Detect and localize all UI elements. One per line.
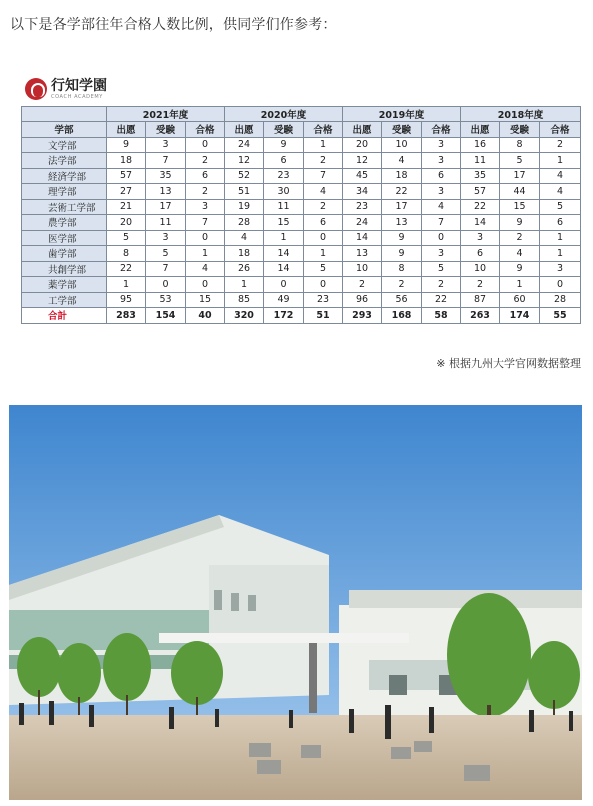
table-cell: 15	[264, 215, 304, 231]
table-cell: 56	[382, 292, 422, 308]
dept-name: 文学部	[22, 137, 107, 153]
table-cell: 4	[304, 184, 343, 200]
table-cell: 4	[225, 230, 264, 246]
table-cell: 1	[225, 277, 264, 293]
table-cell: 7	[422, 215, 461, 231]
table-cell: 11	[264, 199, 304, 215]
table-cell: 1	[540, 246, 581, 262]
table-cell: 2	[304, 199, 343, 215]
table-cell: 6	[264, 153, 304, 169]
sub-header: 合格	[186, 122, 225, 138]
table-cell: 23	[304, 292, 343, 308]
campus-photo	[9, 405, 582, 800]
table-cell: 9	[264, 137, 304, 153]
table-cell: 293	[343, 308, 382, 324]
table-cell: 19	[225, 199, 264, 215]
table-cell: 17	[500, 168, 540, 184]
table-cell: 5	[304, 261, 343, 277]
table-cell: 96	[343, 292, 382, 308]
dept-name: 芸術工学部	[22, 199, 107, 215]
table-cell: 22	[422, 292, 461, 308]
table-cell: 7	[186, 215, 225, 231]
table-cell: 3	[422, 137, 461, 153]
table-cell: 55	[540, 308, 581, 324]
year-header: 2019年度	[343, 107, 461, 122]
dept-name: 法学部	[22, 153, 107, 169]
table-cell: 2	[186, 184, 225, 200]
table-cell: 6	[422, 168, 461, 184]
logo	[25, 78, 107, 100]
table-cell: 174	[500, 308, 540, 324]
table-cell: 57	[107, 168, 146, 184]
table-cell: 3	[186, 199, 225, 215]
table-cell: 18	[225, 246, 264, 262]
table-cell: 5	[540, 199, 581, 215]
table-cell: 52	[225, 168, 264, 184]
year-header-row	[22, 107, 581, 122]
table-cell: 49	[264, 292, 304, 308]
admission-table	[21, 106, 581, 324]
table-cell: 11	[461, 153, 500, 169]
table-cell: 0	[146, 277, 186, 293]
table-cell: 26	[225, 261, 264, 277]
sub-header: 合格	[540, 122, 581, 138]
table-row	[22, 230, 581, 246]
table-cell: 10	[343, 261, 382, 277]
table-cell: 6	[186, 168, 225, 184]
dept-name: 医学部	[22, 230, 107, 246]
table-cell: 20	[343, 137, 382, 153]
table-cell: 0	[186, 277, 225, 293]
table-cell: 4	[186, 261, 225, 277]
table-row	[22, 292, 581, 308]
table-cell: 8	[500, 137, 540, 153]
table-cell: 2	[540, 137, 581, 153]
table-cell: 22	[382, 184, 422, 200]
table-cell: 3	[422, 184, 461, 200]
table-cell: 35	[461, 168, 500, 184]
table-cell: 3	[540, 261, 581, 277]
logo-subtitle: COACH ACADEMY	[51, 93, 103, 100]
table-cell: 13	[343, 246, 382, 262]
table-cell: 14	[264, 261, 304, 277]
table-cell: 154	[146, 308, 186, 324]
table-cell: 51	[304, 308, 343, 324]
logo-mark-icon	[25, 78, 47, 100]
table-cell: 7	[146, 261, 186, 277]
table-cell: 28	[540, 292, 581, 308]
sub-header: 合格	[304, 122, 343, 138]
table-cell: 0	[304, 230, 343, 246]
table-cell: 8	[382, 261, 422, 277]
table-cell: 14	[264, 246, 304, 262]
table-row	[22, 153, 581, 169]
total-label: 合計	[22, 308, 107, 324]
table-cell: 5	[422, 261, 461, 277]
table-cell: 14	[461, 215, 500, 231]
table-cell: 20	[107, 215, 146, 231]
table-cell: 3	[461, 230, 500, 246]
table-cell: 11	[146, 215, 186, 231]
table-cell: 8	[107, 246, 146, 262]
table-cell: 1	[264, 230, 304, 246]
table-cell: 2	[382, 277, 422, 293]
table-row	[22, 277, 581, 293]
table-cell: 15	[500, 199, 540, 215]
table-cell: 10	[382, 137, 422, 153]
table-cell: 17	[146, 199, 186, 215]
table-cell: 3	[146, 137, 186, 153]
table-cell: 0	[422, 230, 461, 246]
table-cell: 1	[540, 230, 581, 246]
table-cell: 0	[540, 277, 581, 293]
table-cell: 168	[382, 308, 422, 324]
table-cell: 320	[225, 308, 264, 324]
table-cell: 51	[225, 184, 264, 200]
sub-header: 出愿	[225, 122, 264, 138]
table-cell: 0	[186, 137, 225, 153]
table-cell: 18	[107, 153, 146, 169]
table-cell: 1	[540, 153, 581, 169]
table-cell: 34	[343, 184, 382, 200]
sub-header: 合格	[422, 122, 461, 138]
table-cell: 60	[500, 292, 540, 308]
table-cell: 4	[422, 199, 461, 215]
table-cell: 172	[264, 308, 304, 324]
table-cell: 2	[186, 153, 225, 169]
year-header: 2020年度	[225, 107, 343, 122]
dept-name: 経済学部	[22, 168, 107, 184]
table-cell: 6	[304, 215, 343, 231]
source-note: ※ 根据九州大学官网数据整理	[436, 357, 581, 370]
table-cell: 28	[225, 215, 264, 231]
table-cell: 40	[186, 308, 225, 324]
table-cell: 35	[146, 168, 186, 184]
table-cell: 18	[382, 168, 422, 184]
table-cell: 0	[304, 277, 343, 293]
table-cell: 4	[382, 153, 422, 169]
dept-name: 農学部	[22, 215, 107, 231]
table-cell: 9	[382, 246, 422, 262]
table-row	[22, 184, 581, 200]
sub-header: 受験	[500, 122, 540, 138]
table-cell: 44	[500, 184, 540, 200]
table-cell: 7	[304, 168, 343, 184]
table-cell: 30	[264, 184, 304, 200]
table-cell: 1	[500, 277, 540, 293]
table-cell: 45	[343, 168, 382, 184]
year-header: 2018年度	[461, 107, 581, 122]
sub-header: 出愿	[343, 122, 382, 138]
table-cell: 0	[264, 277, 304, 293]
table-cell: 4	[540, 184, 581, 200]
table-cell: 23	[343, 199, 382, 215]
year-header: 2021年度	[107, 107, 225, 122]
table-cell: 1	[186, 246, 225, 262]
sub-header-row	[22, 122, 581, 138]
campus-photo-illustration	[9, 405, 582, 800]
table-cell: 87	[461, 292, 500, 308]
table-cell: 13	[382, 215, 422, 231]
table-cell: 2	[461, 277, 500, 293]
table-cell: 0	[186, 230, 225, 246]
table-row	[22, 215, 581, 231]
table-cell: 3	[146, 230, 186, 246]
dept-name: 工学部	[22, 292, 107, 308]
sub-header: 受験	[382, 122, 422, 138]
table-cell: 15	[186, 292, 225, 308]
table-cell: 3	[422, 153, 461, 169]
table-cell: 5	[107, 230, 146, 246]
table-cell: 14	[343, 230, 382, 246]
table-row	[22, 261, 581, 277]
table-cell: 12	[225, 153, 264, 169]
logo-name: 行知学園	[51, 77, 107, 94]
table-cell: 27	[107, 184, 146, 200]
table-cell: 6	[461, 246, 500, 262]
sub-header: 出愿	[107, 122, 146, 138]
table-cell: 13	[146, 184, 186, 200]
table-cell: 5	[146, 246, 186, 262]
dept-name: 理学部	[22, 184, 107, 200]
table-cell: 2	[422, 277, 461, 293]
table-cell: 12	[343, 153, 382, 169]
header-blank	[22, 107, 107, 122]
table-body	[22, 137, 581, 323]
table-cell: 23	[264, 168, 304, 184]
table-cell: 7	[146, 153, 186, 169]
table-cell: 2	[343, 277, 382, 293]
table-row	[22, 246, 581, 262]
table-cell: 283	[107, 308, 146, 324]
table-cell: 22	[461, 199, 500, 215]
intro-text: 以下是各学部往年合格人数比例，供同学们作参考：	[10, 17, 337, 33]
table-cell: 263	[461, 308, 500, 324]
table-cell: 5	[500, 153, 540, 169]
table-cell: 9	[500, 215, 540, 231]
table-cell: 16	[461, 137, 500, 153]
sub-header: 出愿	[461, 122, 500, 138]
table-cell: 1	[304, 137, 343, 153]
table-cell: 58	[422, 308, 461, 324]
sub-header: 受験	[146, 122, 186, 138]
table-row	[22, 168, 581, 184]
dept-header: 学部	[22, 122, 107, 138]
total-row	[22, 308, 581, 324]
table-cell: 2	[500, 230, 540, 246]
table-cell: 1	[304, 246, 343, 262]
dept-name: 共創学部	[22, 261, 107, 277]
dept-name: 歯学部	[22, 246, 107, 262]
table-cell: 53	[146, 292, 186, 308]
table-row	[22, 137, 581, 153]
table-cell: 2	[304, 153, 343, 169]
table-cell: 85	[225, 292, 264, 308]
table-cell: 9	[500, 261, 540, 277]
table-cell: 22	[107, 261, 146, 277]
table-cell: 4	[540, 168, 581, 184]
table-cell: 6	[540, 215, 581, 231]
sub-header: 受験	[264, 122, 304, 138]
table-cell: 4	[500, 246, 540, 262]
dept-name: 薬学部	[22, 277, 107, 293]
table-cell: 17	[382, 199, 422, 215]
table-row	[22, 199, 581, 215]
table-cell: 21	[107, 199, 146, 215]
table-cell: 9	[107, 137, 146, 153]
table-cell: 3	[422, 246, 461, 262]
table-cell: 9	[382, 230, 422, 246]
table-cell: 10	[461, 261, 500, 277]
table-cell: 24	[225, 137, 264, 153]
table-cell: 24	[343, 215, 382, 231]
table-cell: 1	[107, 277, 146, 293]
data-card	[21, 73, 580, 338]
table-cell: 95	[107, 292, 146, 308]
table-cell: 57	[461, 184, 500, 200]
